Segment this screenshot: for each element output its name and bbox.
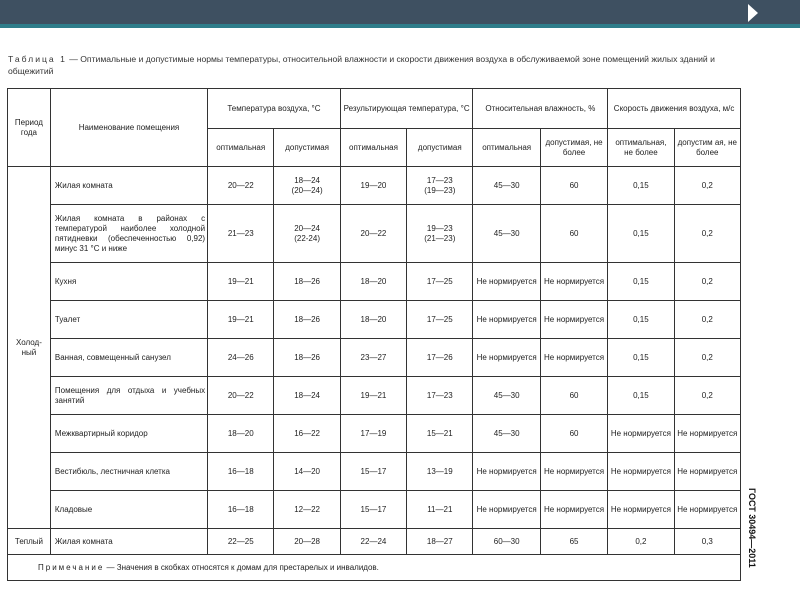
slide-top-bar [0,0,800,26]
speed-allowable-cell: 0,2 [674,377,740,415]
result-optimal-cell: 19—20 [340,167,406,205]
header-result-temp: Результирующая температура, °С [340,89,473,129]
humidity-allowable-cell: Не нормируется [540,491,607,529]
humidity-optimal-cell: 60—30 [473,529,540,555]
header-speed-allowable: допустим ая, не более [674,129,740,167]
speed-optimal-cell: 0,15 [608,167,674,205]
table-row [8,301,741,339]
humidity-allowable-cell: Не нормируется [540,263,607,301]
humidity-optimal-cell: 45—30 [473,415,540,453]
temp-allowable-cell: 18—26 [274,301,340,339]
speed-optimal-cell: 0,2 [608,529,674,555]
slide-accent-line [0,24,800,28]
result-allowable-cell: 17—23 (19—23) [407,167,473,205]
table-row [8,205,741,263]
room-name-cell: Кладовые [50,491,207,529]
table-caption [8,53,748,77]
table-row [8,263,741,301]
table-row [8,339,741,377]
header-result-allowable: допустимая [407,129,473,167]
result-allowable-cell: 17—23 [407,377,473,415]
result-allowable-cell: 17—25 [407,301,473,339]
result-allowable-cell: 19—23 (21—23) [407,205,473,263]
temp-allowable-cell: 18—26 [274,339,340,377]
room-name-cell: Кухня [50,263,207,301]
room-name-cell: Вестибюль, лестничная клетка [50,453,207,491]
speed-allowable-cell: Не нормируется [674,491,740,529]
speed-optimal-cell: 0,15 [608,263,674,301]
room-name-cell: Туалет [50,301,207,339]
speed-allowable-cell: 0,2 [674,263,740,301]
humidity-allowable-cell: Не нормируется [540,339,607,377]
humidity-allowable-cell: 60 [540,377,607,415]
header-temp-optimal: оптимальная [208,129,274,167]
norms-table [7,88,741,581]
table-row [8,377,741,415]
humidity-allowable-cell: Не нормируется [540,453,607,491]
caption-lead: Таблица 1 [8,54,67,64]
header-humidity-allowable: допустимая, не более [540,129,607,167]
table-row-warm [8,529,741,555]
speed-allowable-cell: 0,2 [674,167,740,205]
temp-optimal-cell: 22—25 [208,529,274,555]
header-air-speed: Скорость движения воздуха, м/с [608,89,741,129]
speed-optimal-cell: 0,15 [608,377,674,415]
room-name-cell: Помещения для отдыха и учебных занятий [50,377,207,415]
header-temp-allowable: допустимая [274,129,340,167]
humidity-allowable-cell: 65 [540,529,607,555]
result-optimal-cell: 18—20 [340,263,406,301]
speed-allowable-cell: 0,2 [674,205,740,263]
temp-optimal-cell: 16—18 [208,491,274,529]
humidity-optimal-cell: Не нормируется [473,453,540,491]
speed-allowable-cell: Не нормируется [674,415,740,453]
speed-optimal-cell: Не нормируется [608,491,674,529]
room-name-cell: Ванная, совмещенный санузел [50,339,207,377]
temp-optimal-cell: 19—21 [208,301,274,339]
humidity-optimal-cell: 45—30 [473,167,540,205]
temp-optimal-cell: 16—18 [208,453,274,491]
header-air-temp: Температура воздуха, °С [208,89,341,129]
caption-text: — Оптимальные и допустимые нормы температуры, относительной влажности и скорости движения воздуха в обслуживаемой зоне помещений жилых зданий и общежитий [8,54,715,76]
table-row [8,167,741,205]
humidity-allowable-cell: 60 [540,167,607,205]
humidity-optimal-cell: Не нормируется [473,263,540,301]
header-result-optimal: оптимальная [340,129,406,167]
speed-optimal-cell: 0,15 [608,205,674,263]
result-allowable-cell: 17—26 [407,339,473,377]
header-humidity-optimal: оптимальная [473,129,540,167]
humidity-optimal-cell: Не нормируется [473,491,540,529]
table-row [8,415,741,453]
humidity-allowable-cell: Не нормируется [540,301,607,339]
result-optimal-cell: 19—21 [340,377,406,415]
speed-allowable-cell: Не нормируется [674,453,740,491]
room-name-cell: Жилая комната [50,167,207,205]
result-allowable-cell: 15—21 [407,415,473,453]
result-optimal-cell: 15—17 [340,491,406,529]
humidity-optimal-cell: Не нормируется [473,339,540,377]
temp-allowable-cell: 18—26 [274,263,340,301]
speed-optimal-cell: 0,15 [608,301,674,339]
room-name-cell: Межквартирный коридор [50,415,207,453]
humidity-optimal-cell: 45—30 [473,205,540,263]
humidity-allowable-cell: 60 [540,205,607,263]
period-cell-warm: Теплый [8,529,51,555]
result-allowable-cell: 18—27 [407,529,473,555]
speed-allowable-cell: 0,3 [674,529,740,555]
speed-allowable-cell: 0,2 [674,339,740,377]
header-row-1 [8,89,741,129]
table-note [8,555,741,581]
result-optimal-cell: 23—27 [340,339,406,377]
result-optimal-cell: 17—19 [340,415,406,453]
gost-side-label: ГОСТ 30494—2011 [747,488,757,568]
result-optimal-cell: 18—20 [340,301,406,339]
slide-corner-marker [748,4,758,22]
temp-optimal-cell: 20—22 [208,377,274,415]
temp-allowable-cell: 12—22 [274,491,340,529]
result-optimal-cell: 22—24 [340,529,406,555]
temp-optimal-cell: 19—21 [208,263,274,301]
temp-allowable-cell: 14—20 [274,453,340,491]
humidity-optimal-cell: 45—30 [473,377,540,415]
room-name-cell: Жилая комната [50,529,207,555]
temp-optimal-cell: 20—22 [208,167,274,205]
table-row [8,491,741,529]
result-optimal-cell: 15—17 [340,453,406,491]
humidity-optimal-cell: Не нормируется [473,301,540,339]
temp-allowable-cell: 20—24 (22-24) [274,205,340,263]
table-note-row [8,555,741,581]
result-allowable-cell: 17—25 [407,263,473,301]
speed-optimal-cell: Не нормируется [608,453,674,491]
note-lead: Примечание [38,562,105,572]
temp-allowable-cell: 18—24 [274,377,340,415]
temp-optimal-cell: 24—26 [208,339,274,377]
result-allowable-cell: 13—19 [407,453,473,491]
header-humidity: Относительная влажность, % [473,89,608,129]
header-room-name: Наименование помещения [50,89,207,167]
result-allowable-cell: 11—21 [407,491,473,529]
speed-allowable-cell: 0,2 [674,301,740,339]
result-optimal-cell: 20—22 [340,205,406,263]
room-name-cell: Жилая комната в районах с температурой наиболее холодной пятидневки (обеспеченностью 0,92) минус 31 °С и ниже [50,205,207,263]
humidity-allowable-cell: 60 [540,415,607,453]
table-row [8,453,741,491]
note-text: — Значения в скобках относятся к домам для престарелых и инвалидов. [104,562,379,572]
temp-optimal-cell: 21—23 [208,205,274,263]
temp-allowable-cell: 18—24 (20—24) [274,167,340,205]
header-speed-optimal: оптимальная, не более [608,129,674,167]
temp-allowable-cell: 20—28 [274,529,340,555]
speed-optimal-cell: Не нормируется [608,415,674,453]
temp-allowable-cell: 16—22 [274,415,340,453]
period-cell-cold: Холод-ный [8,167,51,529]
temp-optimal-cell: 18—20 [208,415,274,453]
speed-optimal-cell: 0,15 [608,339,674,377]
header-period: Период года [8,89,51,167]
